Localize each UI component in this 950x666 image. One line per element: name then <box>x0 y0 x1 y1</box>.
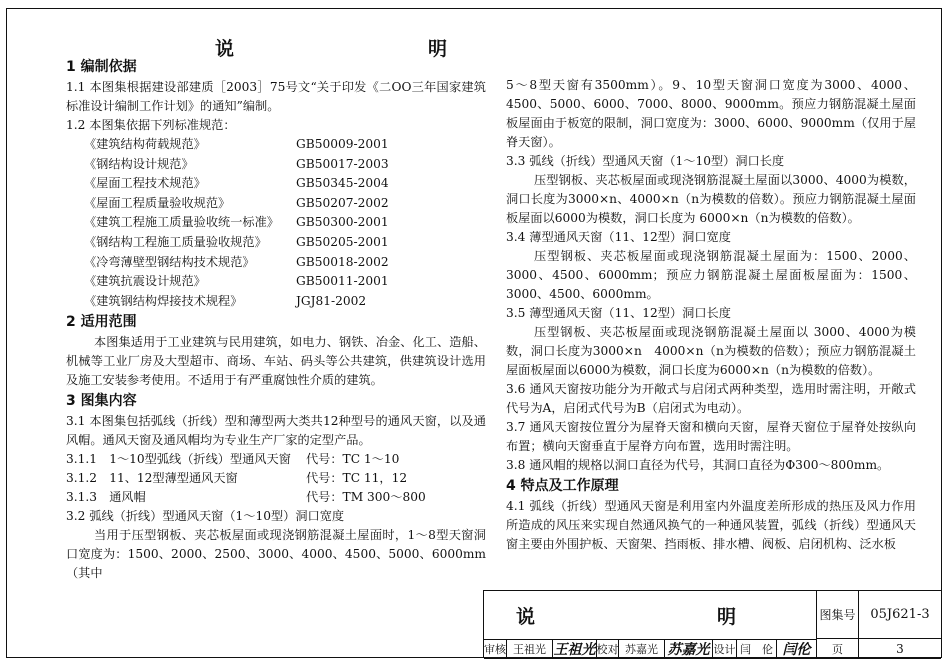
paragraph-2: 本图集适用于工业建筑与民用建筑，如电力、钢铁、冶金、化工、造船、机械等工业厂房及大型超市、商场、车站、码头等公共建筑，供建筑设计选用及施工安装参考使用。不适用于有严重腐蚀性介质的建筑。 <box>66 335 486 388</box>
subsection-3-4-title: 3.4 薄型通风天窗（11、12型）洞口宽度 <box>506 230 731 244</box>
page-title: 说 明 <box>215 38 500 60</box>
designer-name: 闫 伦 <box>736 639 776 659</box>
checker-signature: 苏嘉光 <box>664 639 712 659</box>
standard-row <box>66 213 486 233</box>
paragraph-3-2-continued: 5～8型天窗有3500mm）。9、10型天窗洞口宽度为3000、4000、4500、5000、6000、7000、8000、9000mm。预应力钢筋混凝土屋面板屋面由于板宽的限制，洞口宽度为：3000、6000、9000mm（仅用于屋脊天窗）。 <box>506 78 916 149</box>
item-name: 3.1.3 通风帽 <box>66 490 146 505</box>
standard-row <box>66 292 486 312</box>
check-label: 校对 <box>596 639 618 659</box>
paragraph-3-8: 3.8 通风帽的规格以洞口直径为代号，其洞口直径为Φ300～800mm。 <box>506 458 890 472</box>
subsection-3-5-title: 3.5 薄型通风天窗（11、12型）洞口长度 <box>506 306 731 320</box>
subsection-3-3-title: 3.3 弧线（折线）型通风天窗（1～10型）洞口长度 <box>506 154 785 168</box>
standard-name: 《建筑工程施工质量验收统一标准》 <box>84 215 279 230</box>
item-row <box>66 469 486 488</box>
standard-code: GB50345-2004 <box>296 176 389 191</box>
item-code: 代号：TC 1～10 <box>306 452 400 467</box>
paragraph-3-4: 压型钢板、夹芯板屋面或现浇钢筋混凝土屋面为：1500、2000、3000、4500、6000mm；预应力钢筋混凝土屋面板屋面为：1500、3000、4500、6000mm。 <box>506 249 916 301</box>
page-number: 3 <box>858 639 941 659</box>
paragraph-3-5: 压型钢板、夹芯板屋面或现浇钢筋混凝土屋面以 3000、4000为模数，洞口长度为3000×n 4000×n（n为模数的倍数）；预应力钢筋混凝土屋面板屋面以6000为模数，洞口长度为6000×n（n为模数的倍数）。 <box>506 325 916 377</box>
title-block-title: 说 明 <box>484 591 816 640</box>
standard-name: 《钢结构工程施工质量验收规范》 <box>84 234 267 249</box>
section-2-heading: 2 适用范围 <box>66 314 137 331</box>
item-row <box>66 450 486 469</box>
section-1-heading: 1 编制依据 <box>66 59 137 75</box>
designer-signature: 闫伦 <box>776 639 816 659</box>
standard-code: GB50017-2003 <box>296 156 389 171</box>
standard-row <box>66 135 486 155</box>
left-column <box>66 56 486 583</box>
paragraph-3-1: 3.1 本图集包括弧线（折线）型和薄型两大类共12种型号的通风天窗，以及通风帽。通风天窗及通风帽均为专业生产厂家的定型产品。 <box>66 414 486 448</box>
atlas-number: 05J621-3 <box>858 591 941 639</box>
standard-code: GB50300-2001 <box>296 215 389 230</box>
paragraph-3-3: 压型钢板、夹芯板屋面或现浇钢筋混凝土屋面以3000、4000为模数，洞口长度为3000×n、4000×n（n为模数的倍数）。预应力钢筋混凝土屋面板屋面以6000为模数，洞口长度为 6000×n（n为模数的倍数）。 <box>506 173 916 225</box>
atlas-label: 图集号 <box>816 591 858 639</box>
standard-row <box>66 194 486 214</box>
standard-row <box>66 174 486 194</box>
item-code: 代号：TM 300～800 <box>306 490 426 505</box>
standard-row <box>66 272 486 292</box>
design-label: 设计 <box>712 639 736 659</box>
item-row <box>66 488 486 507</box>
title-block <box>483 590 942 658</box>
right-column <box>506 76 916 554</box>
item-code: 代号：TC 11，12 <box>306 471 408 486</box>
section-3-heading: 3 图集内容 <box>66 393 137 410</box>
standard-name: 《建筑结构荷载规范》 <box>84 137 206 151</box>
standard-row <box>66 155 486 175</box>
reviewer-name: 王祖光 <box>506 639 552 659</box>
standard-code: GB50207-2002 <box>296 195 389 210</box>
reviewer-signature: 王祖光 <box>552 639 596 659</box>
item-name: 3.1.1 1～10型弧线（折线）型通风天窗 <box>66 452 291 467</box>
standard-code: GB50018-2002 <box>296 254 389 269</box>
standard-code: JGJ81-2002 <box>296 293 367 308</box>
standards-list <box>66 135 486 311</box>
review-label: 审核 <box>484 639 506 659</box>
paragraph-4-1: 4.1 弧线（折线）型通风天窗是利用室内外温度差所形成的热压及风力作用所造成的风压来实现自然通风换气的一种通风装置，弧线（折线）型通风天窗主要由外围护板、天窗架、挡雨板、排水槽、阀板、启闭机构、泛水板 <box>506 499 916 551</box>
standard-row <box>66 233 486 253</box>
item-name: 3.1.2 11、12型薄型通风天窗 <box>66 471 238 486</box>
standard-code: GB50011-2001 <box>296 274 389 289</box>
paragraph-1-1: 1.1 本图集根据建设部建质［2003］75号文“关于印发《二OO三年国家建筑标准设计编制工作计划》的通知”编制。 <box>66 80 486 113</box>
standard-code: GB50009-2001 <box>296 137 389 151</box>
standard-name: 《屋面工程质量验收规范》 <box>84 195 231 210</box>
paragraph-1-2: 1.2 本图集依据下列标准规范： <box>66 118 236 132</box>
standard-name: 《建筑钢结构焊接技术规程》 <box>84 293 243 308</box>
standard-name: 《冷弯薄壁型钢结构技术规范》 <box>84 254 255 269</box>
standard-name: 《钢结构设计规范》 <box>84 156 194 171</box>
standard-code: GB50205-2001 <box>296 234 389 249</box>
standard-row <box>66 253 486 273</box>
page-label: 页 <box>816 639 858 659</box>
paragraph-3-2: 当用于压型钢板、夹芯板屋面或现浇钢筋混凝土屋面时，1～8型天窗洞口宽度为：1500、2000、2500、3000、4000、4500、5000、6000mm（其中 <box>66 528 486 581</box>
standard-name: 《屋面工程技术规范》 <box>84 176 206 191</box>
checker-name: 苏嘉光 <box>618 639 664 659</box>
standard-name: 《建筑抗震设计规范》 <box>84 274 206 289</box>
section-4-heading: 4 特点及工作原理 <box>506 478 619 494</box>
paragraph-3-6: 3.6 通风天窗按功能分为开敞式与启闭式两种类型，选用时需注明，开敞式代号为A，启闭式代号为B（启闭式为电动）。 <box>506 382 916 415</box>
subsection-3-2-title: 3.2 弧线（折线）型通风天窗（1～10型）洞口宽度 <box>66 509 345 524</box>
paragraph-3-7: 3.7 通风天窗按位置分为屋脊天窗和横向天窗，屋脊天窗位于屋脊处按纵向布置；横向天窗垂直于屋脊方向布置，选用时需注明。 <box>506 420 916 453</box>
